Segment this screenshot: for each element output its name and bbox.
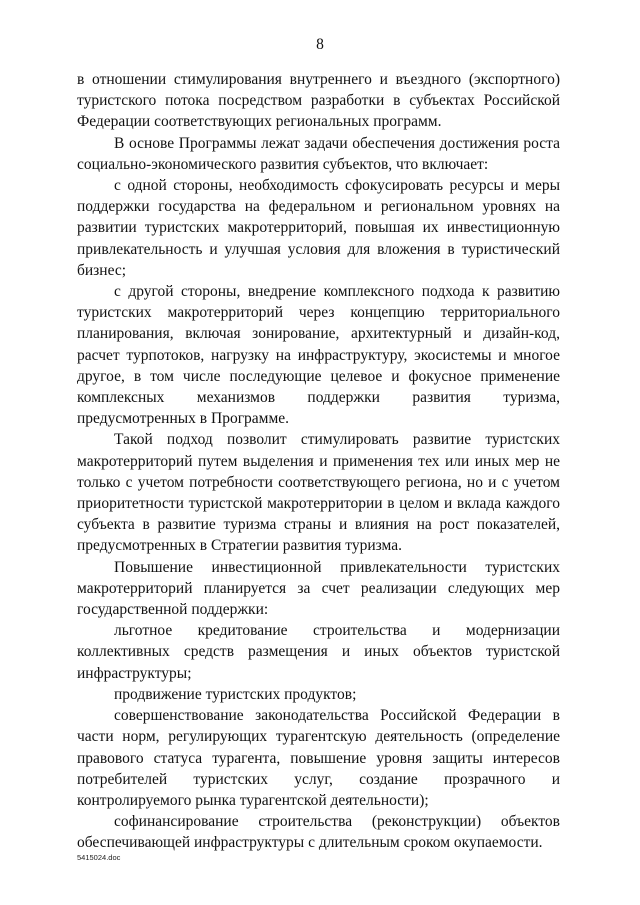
page-number: 8: [316, 36, 324, 53]
list-item: продвижение туристских продуктов;: [114, 685, 357, 703]
footer-doc-name: 5415024.doc: [77, 853, 121, 862]
paragraph: Такой подход позволит стимулировать развитие туристских макротерриторий путем выделения и применения тех или иных мер не только с учетом потребности соответствующего региона, но и с учетом приоритетности туристской макротерритории в целом и вклада каждого субъекта в развитие туризма страны и влияния на рост показателей, предусмотренных в Стратегии развития туризма.: [77, 431, 560, 555]
document-body: [77, 69, 560, 854]
paragraph: с другой стороны, внедрение комплексного подхода к развитию туристских макротерриторий через концепцию территориального планирования, включая зонирование, архитектурный и дизайн-код, расчет турпотоков, нагрузку на инфраструктуру, экосистемы и многое другое, в том числе последующие целевое и фокусное применение комплексных механизмов поддержки развития туризма, предусмотренных в Программе.: [77, 283, 560, 428]
list-item: софинансирование строительства (реконструкции) объектов обеспечивающей инфраструктуры с длительным сроком окупаемости.: [77, 813, 560, 852]
paragraph: В основе Программы лежат задачи обеспечения достижения роста социально-экономического развития субъектов, что включает:: [77, 134, 560, 173]
list-item: совершенствование законодательства Российской Федерации в части норм, регулирующих турагентскую деятельность (определение правового статуса турагента, повышение уровня защиты интересов потребителей туристских услуг, создание прозрачного и контролируемого рынка турагентской деятельности);: [77, 707, 560, 809]
paragraph: в отношении стимулирования внутреннего и въездного (экспортного) туристского потока посредством разработки в субъектах Российской Федерации соответствующих региональных программ.: [77, 71, 560, 131]
paragraph: Повышение инвестиционной привлекательности туристских макротерриторий планируется за счет реализации следующих мер государственной поддержки:: [77, 558, 560, 619]
paragraph: с одной стороны, необходимость сфокусировать ресурсы и меры поддержки государства на федеральном и региональном уровнях на развитии туристских макротерриторий, повышая их инвестиционную привлекательность и улучшая условия для вложения в туристический бизнес;: [77, 177, 560, 279]
list-item: льготное кредитование строительства и модернизации коллективных средств размещения и иных объектов туристской инфраструктуры;: [77, 622, 560, 682]
